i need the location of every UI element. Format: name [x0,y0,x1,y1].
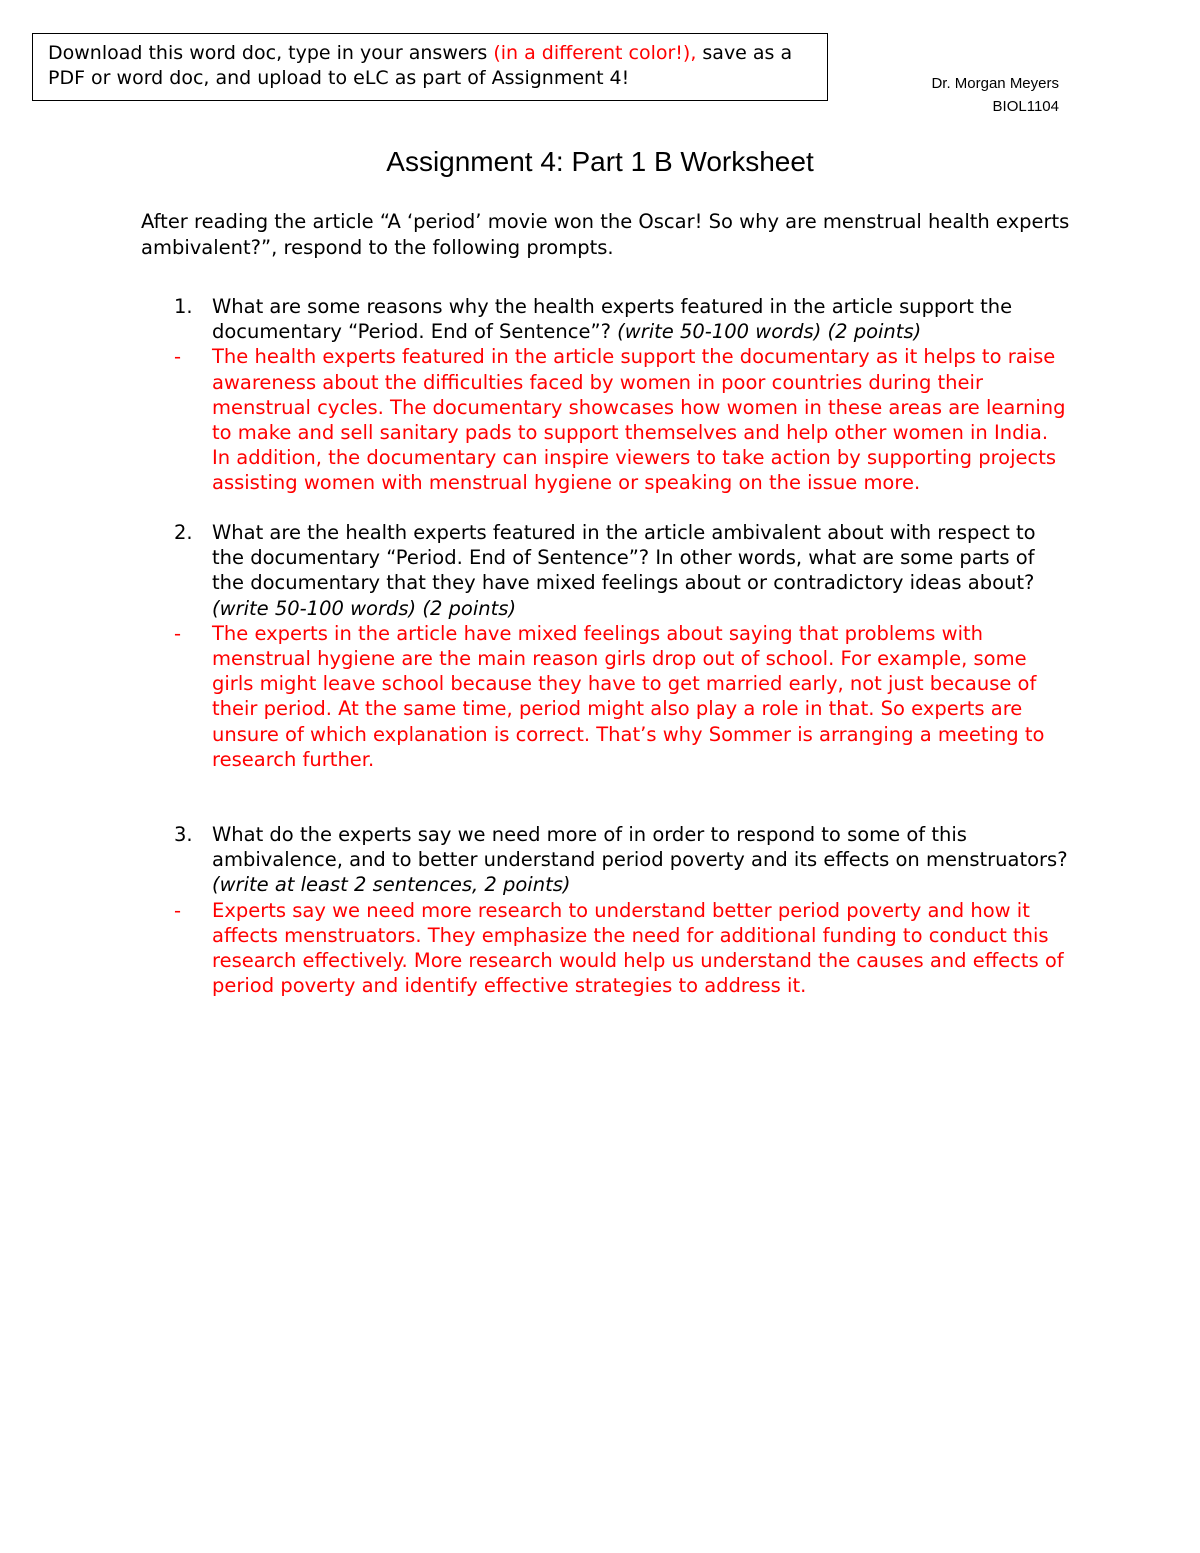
answer-2 [170,621,1070,772]
answer-dash: - [174,345,182,369]
question-note: (write at least 2 sentences, 2 points) [212,873,571,897]
instructions-box [32,33,828,101]
question-block-1 [170,294,1070,496]
question-number: 3. [174,823,193,846]
instructions-text-end: save as a PDF or word doc, and upload to eLC as part of Assignment 4! [48,42,793,89]
question-1 [170,294,1070,344]
answer-dash: - [174,621,182,645]
question-note: (write 50-100 words) (2 points) [617,320,922,344]
question-number: 2. [174,521,193,544]
question-text: What are some reasons why the health experts featured in the article support the documentary “Period. End of Sentence”? [212,295,1013,344]
question-block-3 [170,822,1070,998]
instructor-name: Dr. Morgan Meyers [931,75,1059,92]
question-number: 1. [174,295,193,318]
intro-paragraph: After reading the article “A ‘period’ movie won the Oscar! So why are menstrual health experts ambivalent?”, respond to the following prompts. [141,210,1070,259]
question-note: (write 50-100 words) (2 points) [212,596,517,620]
instructor-header [931,72,1059,118]
course-code: BIOL1104 [992,98,1059,115]
page-title: Assignment 4: Part 1 B Worksheet [386,146,814,177]
question-text: What do the experts say we need more of in order to respond to some of this ambivalence, and to better understand period poverty and its effects on menstruators? [212,823,1068,872]
answer-text: The health experts featured in the article support the documentary as it helps to raise awareness about the difficulties faced by women in poor countries during their menstrual cycles. The documentary showcases how women in these areas are learning to make and sell sanitary pads to support themselves and help other women in India. In addition, the documentary can inspire viewers to take action by supporting projects assisting women with menstrual hygiene or speaking on the issue more. [212,345,1066,495]
answer-1 [170,344,1070,495]
answer-dash: - [174,898,182,922]
instructions-text-start: Download this word doc, type in your answers [48,42,494,64]
answer-text: The experts in the article have mixed feelings about saying that problems with menstrual hygiene are the main reason girls drop out of school. For example, some girls might leave school because they have to get married early, not just because of their period. At the same time, period might also play a role in that. So experts are unsure of which explanation is correct. That’s why Sommer is arranging a meeting to research further. [212,621,1045,771]
instructions-highlight: (in a different color!), [493,42,697,64]
question-text: What are the health experts featured in the article ambivalent about with respect to the documentary “Period. End of Sentence”? In other words, what are some parts of the documentary that they have mixed feelings about or contradictory ideas about? [212,521,1036,595]
question-3 [170,822,1070,898]
question-block-2 [170,520,1070,772]
answer-text: Experts say we need more research to understand better period poverty and how it affects menstruators. They emphasize the need for additional funding to conduct this research effectively. More research would help us understand the causes and effects of period poverty and identify effective strategies to address it. [212,898,1064,998]
question-2 [170,520,1070,621]
answer-3 [170,898,1070,999]
